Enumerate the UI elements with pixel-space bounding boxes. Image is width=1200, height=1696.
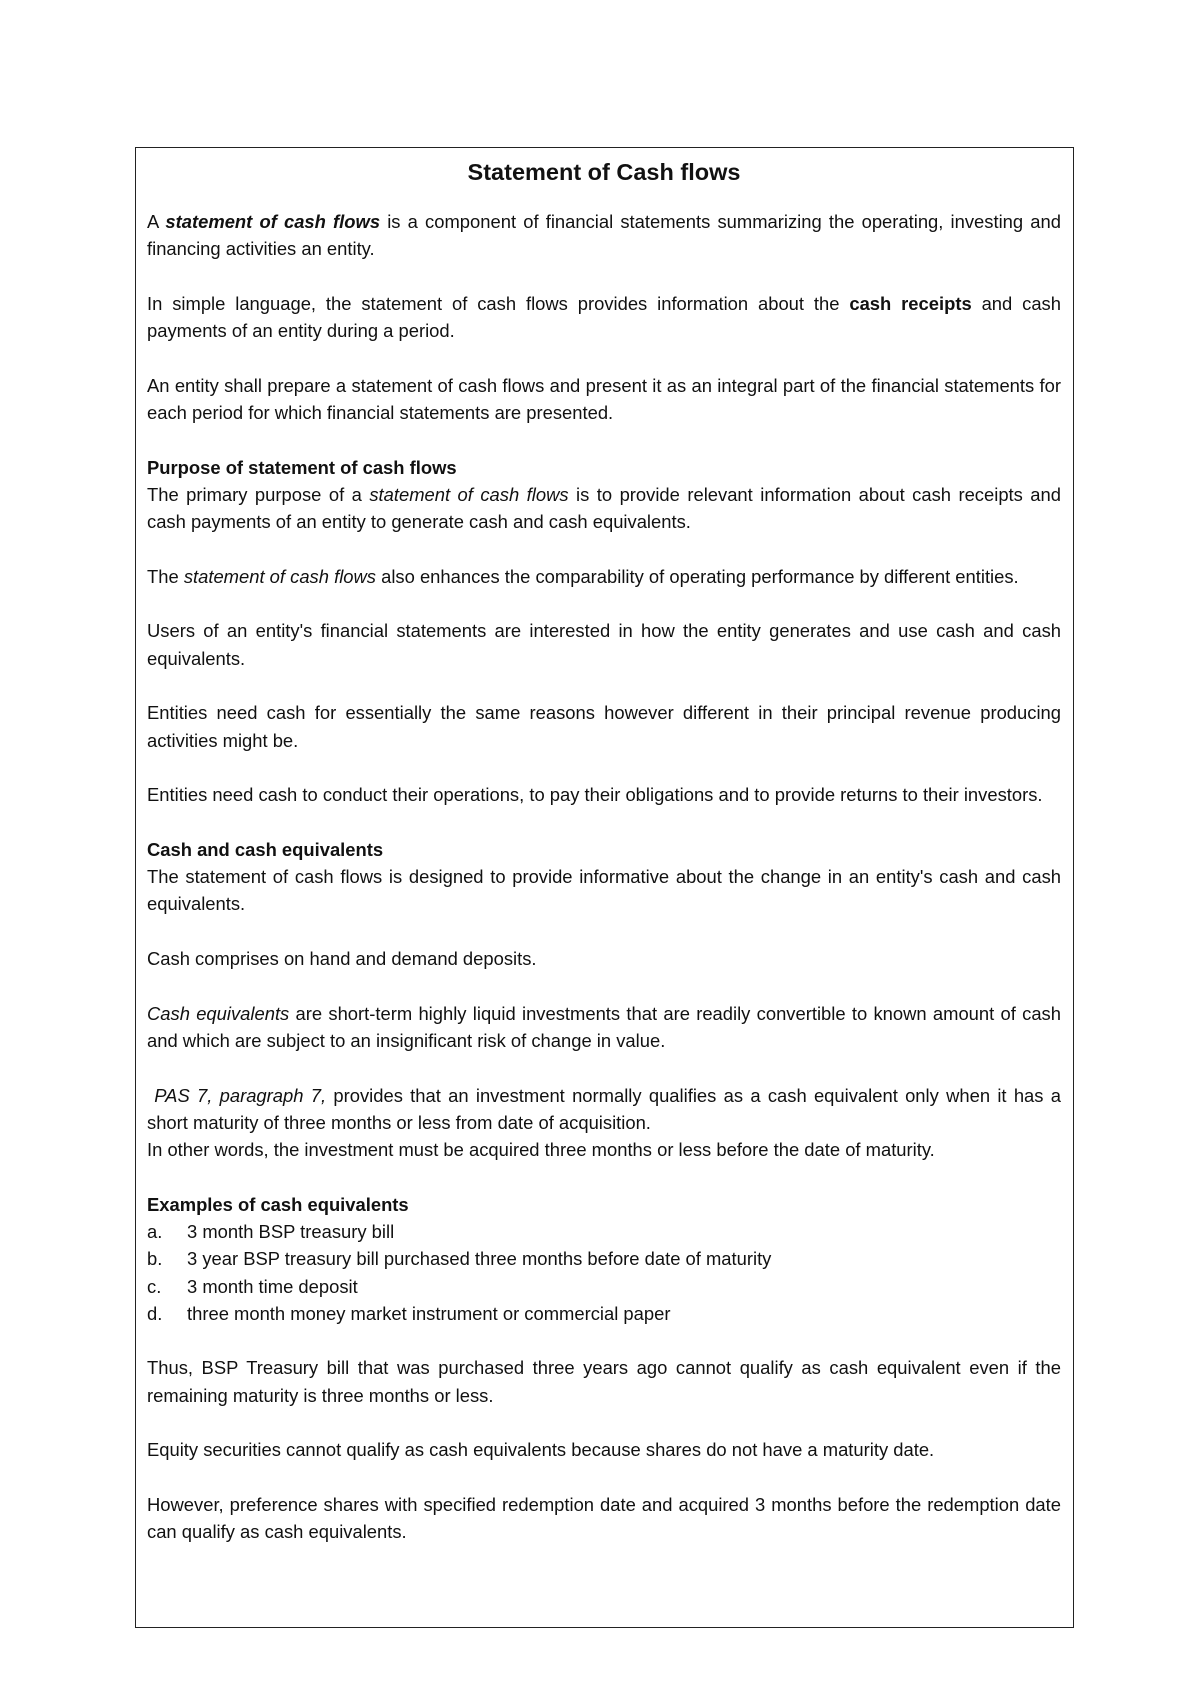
cash-equivalents-paragraph-2: Cash comprises on hand and demand deposits. xyxy=(147,948,537,970)
list-item-text: 3 month time deposit xyxy=(187,1275,358,1297)
list-marker: c. xyxy=(147,1275,162,1297)
list-marker: b. xyxy=(147,1248,163,1270)
cash-equivalents-paragraph-4 xyxy=(147,1082,1061,1137)
purpose-paragraph-1 xyxy=(147,481,1061,536)
intro-paragraph-1 xyxy=(147,208,1061,263)
purpose-paragraph-3: Users of an entity's financial statements are interested in how the entity generates and use cash and cash equivalents. xyxy=(147,620,1061,669)
list-item xyxy=(147,1218,1061,1245)
examples-paragraph-2: Equity securities cannot qualify as cash equivalents because shares do not have a maturity date. xyxy=(147,1439,935,1461)
purpose-paragraph-4: Entities need cash for essentially the same reasons however different in their principal revenue producing activities might be. xyxy=(147,702,1061,751)
intro-p1-lead: A xyxy=(147,211,166,232)
intro-paragraph-2 xyxy=(147,290,1061,345)
purpose-p2-lead: The xyxy=(147,565,184,587)
examples-paragraph-1: Thus, BSP Treasury bill that was purchased three years ago cannot qualify as cash equivalent even if the remaining maturity is three months or less. xyxy=(147,1357,1061,1406)
intro-p2-lead: In simple language, the statement of cash flows provides information about the xyxy=(147,292,850,314)
list-item xyxy=(147,1245,1061,1272)
purpose-p2-term: statement of cash flows xyxy=(183,565,376,587)
cash-equivalents-p3-term: Cash equivalents xyxy=(147,1002,290,1024)
list-marker: d. xyxy=(147,1302,163,1324)
examples-list xyxy=(147,1218,1061,1327)
document-title: Statement of Cash flows xyxy=(467,159,741,185)
intro-paragraph-3: An entity shall prepare a statement of cash flows and present it as an integral part of the financial statements for each period for which financial statements are presented. xyxy=(147,374,1061,424)
list-item-text: 3 year BSP treasury bill purchased three months before date of maturity xyxy=(187,1248,772,1270)
purpose-paragraph-5: Entities need cash to conduct their operations, to pay their obligations and to provide returns to their investors. xyxy=(147,784,1043,806)
list-item xyxy=(147,1273,1061,1300)
examples-heading: Examples of cash equivalents xyxy=(147,1193,409,1215)
cash-equivalents-p3-rest: are short-term highly liquid investments that are readily convertible to known amount of cash and which are subject to an insignificant risk of change in value. xyxy=(147,1002,1061,1051)
document-frame xyxy=(135,147,1074,1628)
intro-p2-rest: and cash payments of an entity during a period. xyxy=(147,292,1061,342)
purpose-p1-term: statement of cash flows xyxy=(369,483,569,505)
cash-equivalents-paragraph-5: In other words, the investment must be acquired three months or less before the date of maturity. xyxy=(147,1139,935,1161)
intro-p1-term: statement of cash flows xyxy=(165,211,381,232)
list-item xyxy=(147,1300,1061,1327)
intro-p1-rest: is a component of financial statements summarizing the operating, investing and financing activities an entity. xyxy=(147,211,1061,260)
cash-equivalents-paragraph-3 xyxy=(147,1000,1061,1055)
cash-equivalents-paragraph-1: The statement of cash flows is designed to provide informative about the change in an entity's cash and cash equivalents. xyxy=(147,866,1061,915)
purpose-heading: Purpose of statement of cash flows xyxy=(147,456,457,478)
cash-equivalents-p4-term: PAS 7, paragraph 7, xyxy=(147,1084,327,1106)
list-item-text: 3 month BSP treasury bill xyxy=(187,1220,395,1242)
list-item-text: three month money market instrument or commercial paper xyxy=(187,1302,671,1324)
examples-paragraph-3: However, preference shares with specified redemption date and acquired 3 months before the redemption date can qualify as cash equivalents. xyxy=(147,1493,1061,1543)
purpose-paragraph-2 xyxy=(147,563,1061,590)
intro-p2-bold: cash receipts xyxy=(849,292,972,314)
purpose-p1-rest: is to provide relevant information about cash receipts and cash payments of an entity to generate cash and cash equivalents. xyxy=(147,483,1061,533)
purpose-p1-lead: The primary purpose of a xyxy=(147,483,370,505)
list-marker: a. xyxy=(147,1220,163,1242)
cash-equivalents-p4-rest: provides that an investment normally qualifies as a cash equivalent only when it has a short maturity of three months or less from date of acquisition. xyxy=(147,1084,1061,1133)
cash-equivalents-heading: Cash and cash equivalents xyxy=(147,838,384,860)
purpose-p2-rest: also enhances the comparability of operating performance by different entities. xyxy=(375,565,1019,587)
